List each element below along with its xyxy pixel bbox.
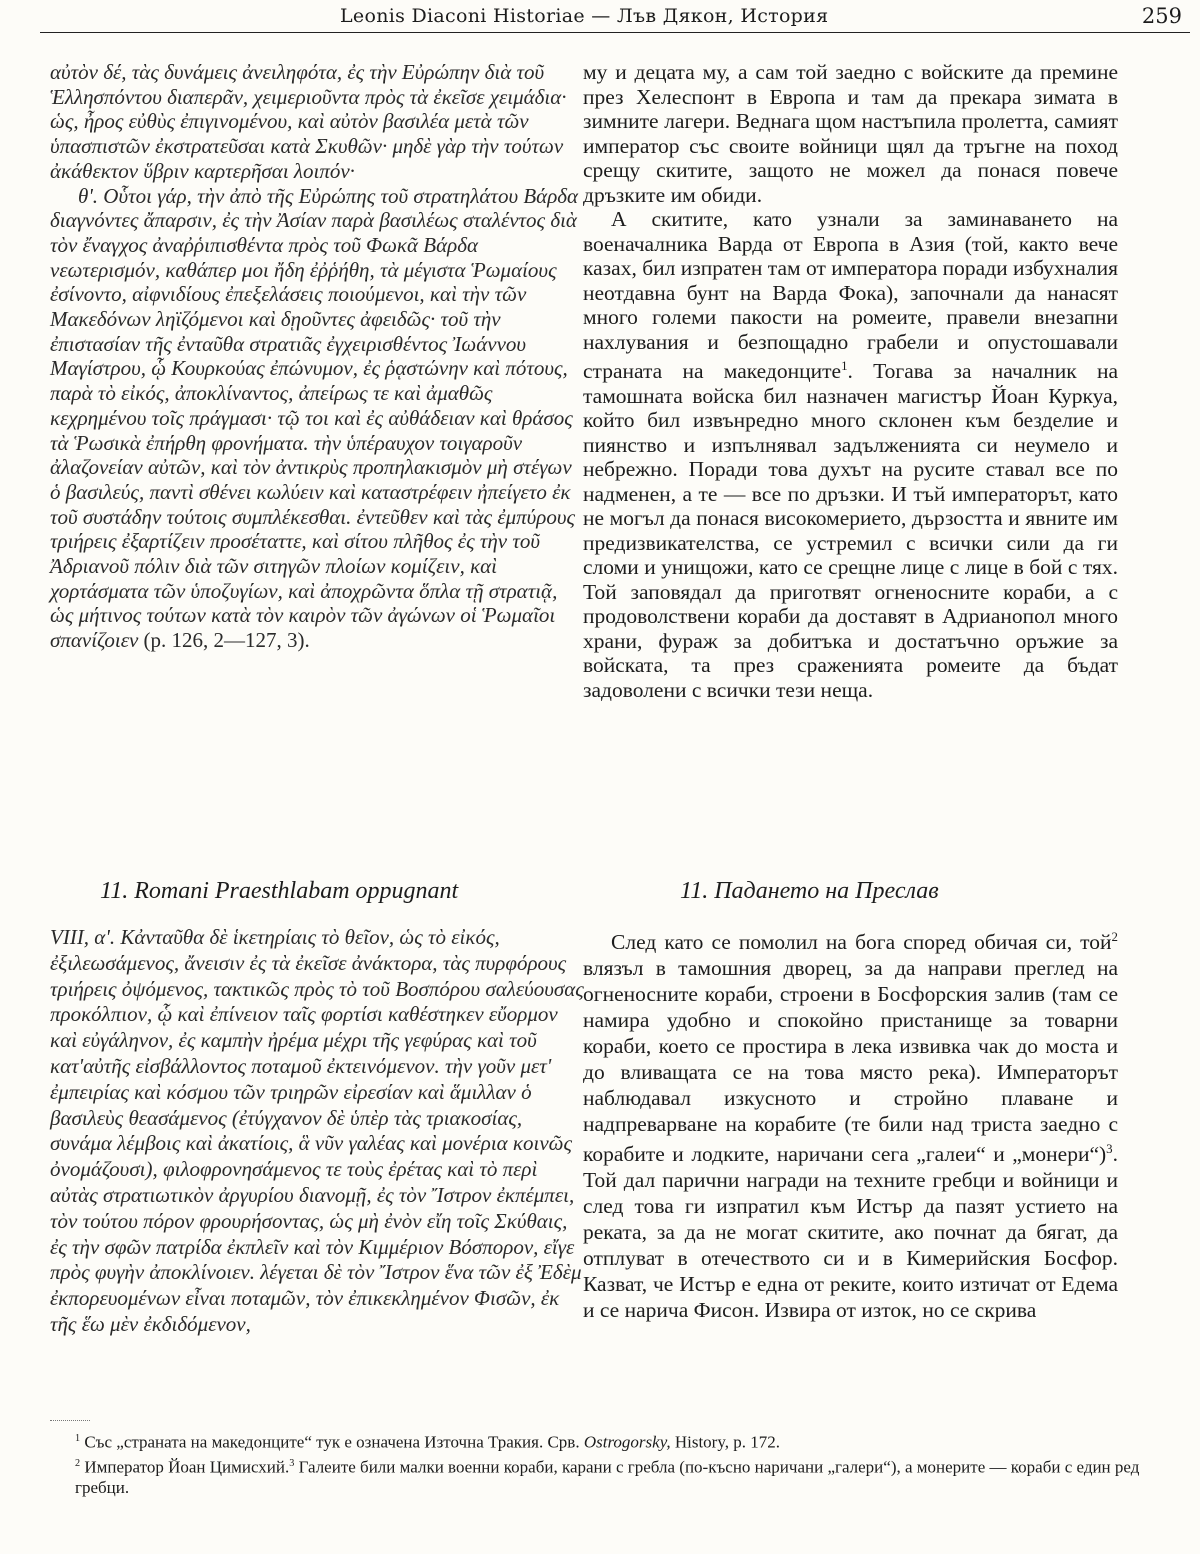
bulgarian-paragraph [583, 207, 1118, 702]
footnote [75, 1428, 1175, 1453]
footnote-number: 3 [289, 1457, 295, 1469]
bulgarian-text: . Тогава за началник на тамошната войска бил назначен магистър Йоан Куркуа, който бил извънредно много склонен към безделие и пиянство и изпълнявал задълженията си неумело и небрежно. Поради това духът на русите ставал все по надменен, а те — все по дръзки. И тъй императорът, като не могъл да понася високомерието, дързостта и явните им предизвикателства, се устремил с всички сили да ги сломи и унищожи, като се срещне лице с лице в бой с тях. Той заповядал да приготвят огненосните кораби, а с продоволствени кораби да доставят в Адрианопол много храни, фураж за добитъка и достатъчно оръжие за войската, та през сраженията ромеите да бъдат задоволени с всички тези неща. [583, 359, 1118, 702]
footnote-separator [50, 1420, 90, 1421]
citation: (p. 126, 2—127, 3). [143, 628, 310, 653]
footnote-text: Галеите били малки военни кораби, карани с гребла (по-късно наричани „галери“), а монерите — кораби с един ред гребци. [75, 1457, 1140, 1498]
bulgarian-column-bottom [583, 925, 1118, 1324]
greek-text: θ'. Οὗτοι γάρ, τὴν ἀπὸ τῆς Εὐρώπης τοῦ στρατηλάτου Βάρδα διαγνόντες ἄπαρσιν, ἐς τὴν Ἀσίαν παρὰ βασιλέως σταλέντος διὰ τὸν ἔναγχος ἀναῤῥιπισθέντα πρὸς τοῦ Φωκᾶ Βάρδα νεωτερισμόν, καθάπερ μοι ἤδη ἐῤῥήθη, τὰ μέγιστα Ῥωμαίους ἐσίνοντο, αἰφνιδίους ἐπεξελάσεις ποιούμενοι, καὶ τὴν τῶν Μακεδόνων ληϊζόμενοι καὶ δῃοῦντες ἀφειδῶς· τοῦ τὴν ἐπιστασίαν τῆς ἐνταῦθα στρατιᾶς ἐγχειρισθέντος Ἰωάννου Μαγίστρου, ᾧ Κουρκούας ἐπώνυμον, ἐς ῥᾳστώνην καὶ πότους, παρὰ τὸ εἰκός, ἀποκλίναντος, ἀπείρως τε καὶ ἀμαθῶς κεχρημένου τοῖς πράγμασι· τῷ τοι καὶ ἐς αὐθάδειαν καὶ θράσος τὰ Ῥωσικὰ ἐπήρθη φρονήματα. τὴν ὑπέραυχον τοιγαροῦν ἀλαζονείαν αὐτῶν, καὶ τὸν ἀντικρὺς προπηλακισμὸν μὴ στέγων ὁ βασιλεύς, παντὶ σθένει κωλύειν καὶ καταστρέφειν ἠπείγετο ἐκ τοῦ συστάδην τούτοις συμπλέκεσθαι. ἐντεῦθεν καὶ τὰς ἐμπύρους τριήρεις ἐξαρτίζειν προσέταττε, καὶ σίτου πλῆθος ἐς τὴν τοῦ Ἀδριανοῦ πόλιν διὰ τῶν σιτηγῶν πλοίων κομίζειν, καὶ χορτάσματα τῶν ὑποζυγίων, καὶ ἀποχρῶντα ὅπλα τῇ στρατιᾷ, ὡς μήτινος τούτων κατὰ τὸν καιρὸν τῶν ἀγώνων οἱ Ῥωμαῖοι σπανίζοιεν [50, 183, 579, 653]
bulgarian-column-top [583, 60, 1118, 702]
running-title: Leonis Diaconi Historiae — Лъв Дякон, История [340, 5, 829, 27]
greek-column-top [50, 60, 585, 653]
footnote-marker: 3 [1106, 1142, 1113, 1157]
bulgarian-text: влязъл в тамошния дворец, за да направи преглед на огненосните кораби, строени в Босфорския залив (там се намира удобно и спокойно пристанище за товарни кораби, което се простира в лека извивка чак до моста и до вливащата се на това място река). Императорът наблюдавал изкусното и стройно плаване и надпреварване на корабите (те били над триста заедно с корабите и лодките, наричани сега „галеи“ и „монери“) [583, 956, 1118, 1167]
bulgarian-text: . Той дал парични награди на техните гребци и войници и след това ги изпратил към Истър да пазят устието на реката, за да не могат скитите, ако почнат да бягат, да отплуват в отечеството си и в Кимерийския Босфор. Казват, че Истър е една от реките, които изтичат от Едема и се нарича Фисон. Извира от изток, но се скрива [583, 1142, 1118, 1322]
footnote-marker: 1 [841, 359, 848, 373]
footnote [75, 1453, 1175, 1499]
greek-paragraph [50, 184, 585, 653]
footnote-number: 1 [75, 1433, 81, 1444]
footnote-text: History, p. 172. [670, 1432, 780, 1452]
section-heading-latin: 11. Romani Praesthlabam oppugnant [100, 878, 459, 904]
bulgarian-paragraph: му и децата му, а сам той заедно с войските да премине през Хелеспонт в Европа и там да прекара зимата в зимните лагери. Веднага щом настъпила пролетта, самият император със своите войници щял да тръгне на поход срещу скитите, защото не можел да понася повече дръзките им обиди. [583, 60, 1118, 207]
footnote-text: Със „страната на македонците“ тук е означена Източна Тракия. Срв. [84, 1432, 584, 1452]
footnotes [75, 1428, 1175, 1498]
bulgarian-paragraph [583, 925, 1118, 1324]
bulgarian-text: След като се помолил на бога според обичая си, той [611, 930, 1112, 955]
greek-paragraph: αὐτὸν δέ, τὰς δυνάμεις ἀνειληφότα, ἐς τὴν Εὐρώπην διὰ τοῦ Ἑλλησπόντου διαπερᾶν, χειμεριοῦντα πρὸς τὰ ἐκεῖσε χειμάδια· ὡς, ἦρος εὐθὺς ἐπιγινομένου, καὶ αὐτὸν βασιλέα μετὰ τῶν ὑπασπιστῶν ἐκστρατεῦσαι κατὰ Σκυθῶν· μηδὲ γὰρ τὴν τούτων ἀκάθεκτον ὕβριν καρτερῆσαι λοιπόν· [50, 60, 567, 183]
bulgarian-text: А скитите, като узнали за заминаването на военачалника Варда от Европа в Азия (той, както вече казах, бил изпратен там от императора поради избухналия неотдавна бунт на Варда Фока), започнали да нанасят много големи пакости на ромеите, правели внезапни нахлувания и безпощадно грабели и опустошавали страната на македонците [583, 207, 1119, 384]
running-header [40, 0, 1190, 33]
footnote-author: Ostrogorsky, [583, 1432, 671, 1452]
greek-paragraph: VIII, α'. Κἀνταῦθα δὲ ἱκετηρίαις τὸ θεῖον, ὡς τὸ εἰκός, ἐξιλεωσάμενος, ἄνεισιν ἐς τὰ ἐκεῖσε ἀνάκτορα, τὰς πυρφόρους τριήρεις ὀψόμενος, τακτικῶς πρὸς τὸ τοῦ Βοσπόρου σαλεύουσας προκόλπιον, ᾧ καὶ ἐπίνειον ταῖς φορτίσι καθέστηκεν εὔορμον καὶ εὐγάληνον, ἐς καμπὴν ἠρέμα μέχρι τῆς γεφύρας καὶ τοῦ κατ'αὐτῆς εἰσβάλλοντος ποταμοῦ ἐκτεινόμενον. τὴν γοῦν μετ' ἐμπειρίας καὶ κόσμου τῶν τριηρῶν εἰρεσίαν καὶ ἅμιλλαν ὁ βασιλεὺς θεασάμενος (ἐτύγχανον δὲ ὑπὲρ τὰς τριακοσίας, συνάμα λέμβοις καὶ ἀκατίοις, ἃ νῦν γαλέας καὶ μονέρια κοινῶς ὀνομάζουσι), φιλοφρονησάμενος τε τοὺς ἐρέτας καὶ τὸ περὶ αὐτὰς στρατιωτικὸν ἀργυρίου διανομῇ, ἐς τὸν Ἴστρον ἐκπέμπει, τὸν τούτου πόρον φρουρήσοντας, ὡς μὴ ἐνὸν εἴη τοῖς Σκύθαις, ἐς τὴν σφῶν πατρίδα ἐκπλεῖν καὶ τὸν Κιμμέριον Βόσπορον, εἴγε πρὸς φυγὴν ἀποκλίνοιεν. λέγεται δὲ τὸν Ἴστρον ἕνα τῶν ἐξ Ἐδὲμ ἐκπορευομένων εἶναι ποταμῶν, τὸν ἐπικεκλημένον Φισῶν, ἐκ τῆς ἕω μὲν ἐκδιδόμενον, [50, 925, 584, 1336]
greek-column-bottom [50, 925, 585, 1338]
footnote-marker: 2 [1111, 930, 1118, 944]
page-number: 259 [1141, 4, 1182, 28]
footnote-number: 2 [75, 1457, 81, 1469]
footnote-text: Император Йоан Цимисхий. [84, 1457, 290, 1477]
section-heading-bulgarian: 11. Падането на Преслав [680, 878, 939, 904]
